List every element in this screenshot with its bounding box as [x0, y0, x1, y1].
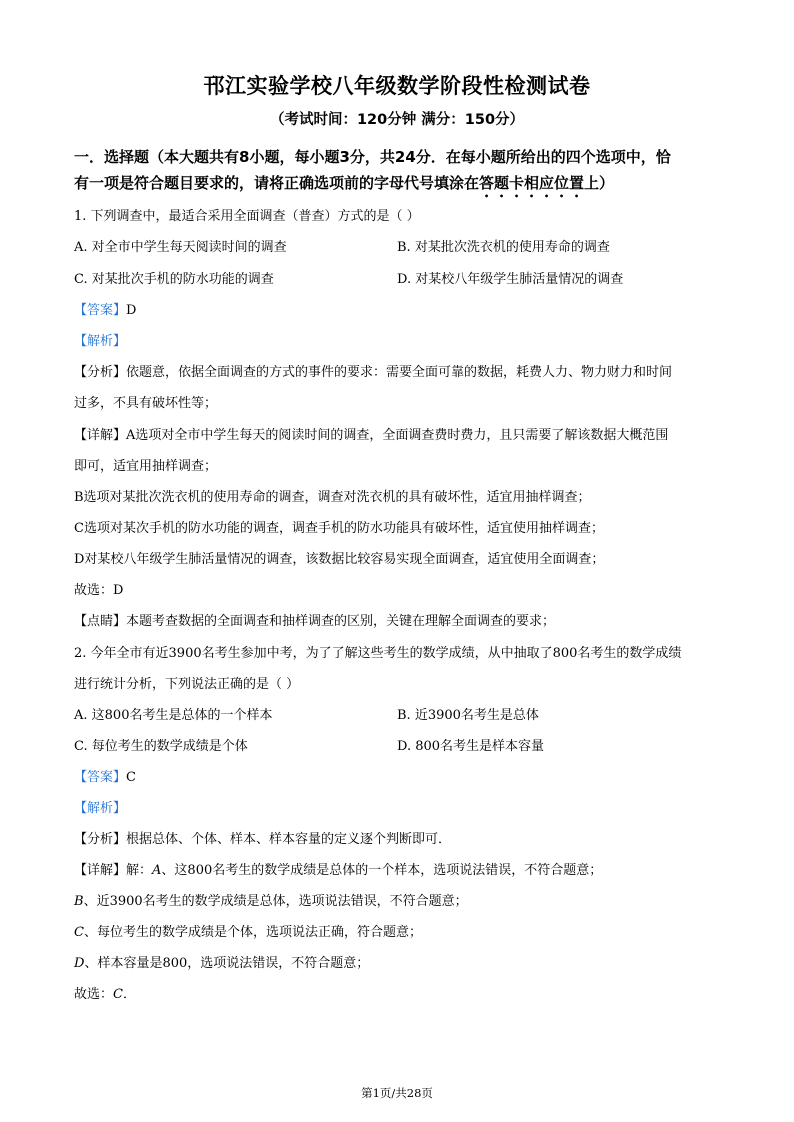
q1-dianjing: 【点睛】本题考查数据的全面调查和抽样调查的区别，关键在理解全面调查的要求； — [74, 614, 556, 629]
q2-xiangjie-1: 【详解】解：A、这800名考生的数学成绩是总体的一个样本，选项说法错误，不符合题意； — [74, 863, 603, 878]
q1-xiangjie-5: D对某校八年级学生肺活量情况的调查，该数据比较容易实现全面调查，适宜使用全面调查； — [74, 552, 605, 567]
page-number: 第1页/共28页 — [361, 1086, 433, 1100]
q2-fenxi: 【分析】根据总体、个体、样本、样本容量的定义逐个判断即可． — [74, 832, 452, 847]
emphasis-dotted-text: 答题卡相应位置 — [479, 174, 585, 192]
q1-option-d: D. 对某校八年级学生肺活量情况的调查 — [397, 272, 624, 287]
section-heading-line1: 一．选择题（本大题共有8小题，每小题3分，共24分．在每小题所给出的四个选项中，恰 — [74, 148, 671, 166]
page-title: 邗江实验学校八年级数学阶段性检测试卷 — [203, 74, 591, 98]
q1-xiangjie-2: 即可，适宜用抽样调查； — [74, 459, 218, 474]
q2-stem-1: 2. 今年全市有近3900名考生参加中考，为了了解这些考生的数学成绩，从中抽取了800名考生的数学成绩 — [74, 646, 682, 661]
q1-xiangjie-1: 【详解】A选项对全市中学生每天的阅读时间的调查，全面调查费时费力，且只需要了解该数据大概范围 — [74, 428, 669, 443]
q2-answer: 【答案】C — [74, 770, 136, 785]
q1-stem: 1. 下列调查中，最适合采用全面调查（普查）方式的是（ ） — [74, 209, 420, 224]
q2-option-c: C. 每位考生的数学成绩是个体 — [74, 739, 248, 754]
q1-xiangjie-3: B选项对某批次洗衣机的使用寿命的调查，调查对洗衣机的具有破坏性，适宜用抽样调查； — [74, 490, 591, 505]
answer-tag: 【答案】 — [74, 303, 127, 318]
q2-option-d: D. 800名考生是样本容量 — [397, 739, 545, 754]
q2-xiangjie-4: D、样本容量是800，选项说法错误，不符合题意； — [74, 956, 370, 971]
q1-analysis-tag: 【解析】 — [74, 334, 127, 349]
q1-answer: 【答案】D — [74, 303, 137, 318]
q2-xiangjie-3: C、每位考生的数学成绩是个体，选项说法正确，符合题意； — [74, 925, 422, 940]
q1-xiangjie-4: C选项对某次手机的防水功能的调查，调查手机的防水功能具有破坏性，适宜使用抽样调查； — [74, 521, 604, 536]
q1-option-b: B. 对某批次洗衣机的使用寿命的调查 — [397, 240, 610, 255]
q1-fenxi-2: 过多，不具有破坏性等； — [74, 396, 218, 411]
answer-tag: 【答案】 — [74, 770, 127, 785]
q2-xiangjie-2: B、近3900名考生的数学成绩是总体，选项说法错误，不符合题意； — [74, 894, 468, 909]
q2-analysis-tag: 【解析】 — [74, 801, 127, 816]
q1-fenxi-1: 【分析】依题意，依据全面调查的方式的事件的要求：需要全面可靠的数据，耗费人力、物力财力和时间 — [74, 365, 673, 380]
q2-choose: 故选：C． — [74, 987, 136, 1002]
q2-stem-2: 进行统计分析，下列说法正确的是（ ） — [74, 677, 300, 692]
q1-option-a: A. 对全市中学生每天阅读时间的调查 — [74, 240, 287, 255]
section-heading-line2: 有一项是符合题目要求的，请将正确选项前的字母代号填涂在答题卡相应位置上） — [74, 174, 615, 192]
q1-choose: 故选：D — [74, 583, 124, 598]
q2-option-b: B. 近3900名考生是总体 — [397, 708, 539, 723]
q2-option-a: A. 这800名考生是总体的一个样本 — [74, 708, 273, 723]
q1-option-c: C. 对某批次手机的防水功能的调查 — [74, 272, 274, 287]
exam-info: （考试时间：120分钟 满分：150分） — [269, 112, 525, 128]
